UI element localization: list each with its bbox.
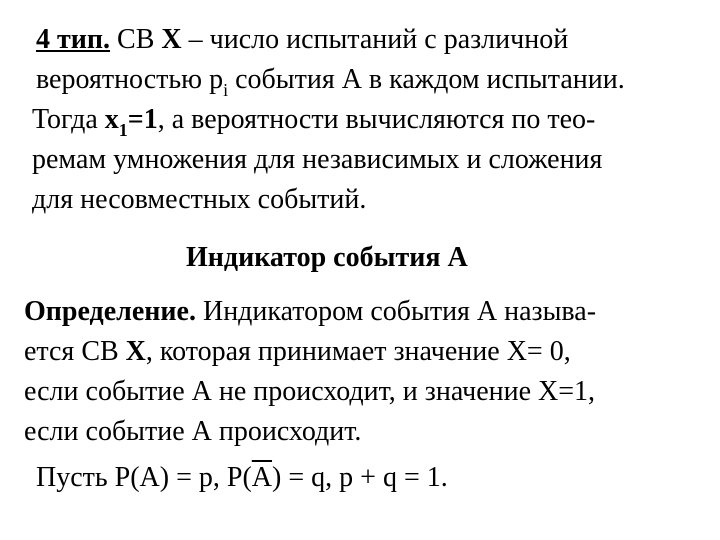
definition-label: Определение. (24, 296, 196, 327)
type-paragraph-line-5: для несовместных событий. (32, 184, 367, 215)
complement-event-a: А (251, 462, 273, 493)
type-paragraph-line-4: ремам умножения для независимых и сложения (32, 144, 603, 175)
type-paragraph-line-1: 4 тип. СВ Х – число испытаний с различной (36, 24, 569, 55)
definition-line-1: Определение. Индикатором события А называ- (24, 296, 597, 327)
subscript-1: 1 (118, 120, 128, 140)
definition-line-3: если событие А не происходит, и значение Х=1, (24, 376, 596, 407)
type-label: 4 тип. (36, 24, 111, 55)
section-heading: Индикатор события А (186, 242, 468, 273)
variable-x-def: Х (125, 336, 146, 367)
type-paragraph-line-2: вероятностью $р_i$ события А в каждом испытании. (36, 64, 625, 100)
variable-x1: х (104, 104, 119, 135)
subscript-i: i (223, 80, 229, 100)
type-paragraph-line-3: Тогда $х_1=1$, а вероятности вычисляются по тео- (32, 104, 596, 140)
definition-line-4: если событие А происходит. (24, 416, 362, 447)
probability-formula: Пусть Р(А) = р, Р(А) = q, p + q = 1. (36, 462, 448, 493)
variable-x: Х (161, 24, 182, 55)
definition-line-2: ется СВ Х, которая принимает значение Х= 0, (24, 336, 571, 367)
